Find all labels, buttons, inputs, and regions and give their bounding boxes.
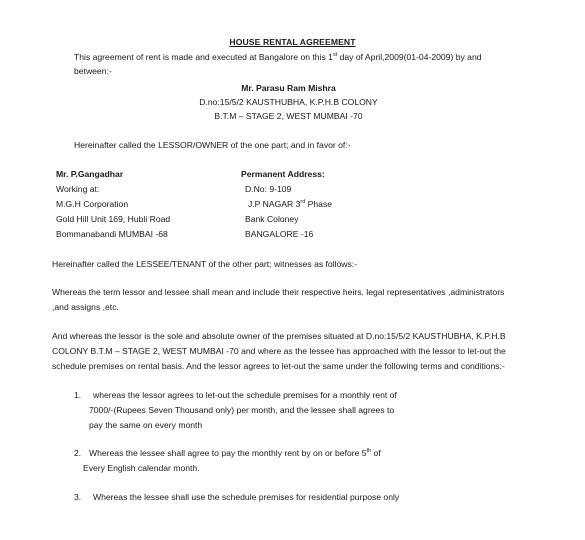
lessee-work-4: Bommanabandi MUMBAI -68 (56, 229, 168, 239)
item-3-number: 3. (74, 492, 82, 502)
permanent-address-4: BANGALORE -16 (245, 229, 314, 239)
permanent-address-2-text-end: Phase (305, 199, 333, 209)
item-2-line-2: Every English calendar month. (83, 463, 200, 473)
lessor-caption: Hereinafter called the LESSOR/OWNER of the one part; and in favor of:- (74, 140, 351, 150)
document-title: HOUSE RENTAL AGREEMENT (229, 37, 356, 47)
intro-text-end: day of April,2009(01-04-2009) by and (337, 52, 482, 62)
item-1-line-1: whereas the lessor agrees to let-out the schedule premises for a monthly rent of (93, 390, 397, 400)
intro-line-1 (74, 52, 482, 63)
lessee-work-1: Working at: (56, 184, 100, 194)
lessor-address-2: B.T.M – STAGE 2, WEST MUMBAI -70 (214, 111, 363, 121)
permanent-address-heading: Permanent Address: (241, 169, 325, 179)
item-2-line-1 (89, 448, 381, 459)
lessee-caption: Hereinafter called the LESSEE/TENANT of the other part; witnesses as follows:- (52, 259, 358, 269)
permanent-address-1: D.No: 9-109 (245, 184, 292, 194)
permanent-address-2 (248, 199, 332, 210)
para2-line-1: And whereas the lessor is the sole and absolute owner of the premises situated at D.no:15/5/2 KAUSTHUBHA, K.P.H.B (52, 331, 506, 341)
para2-line-2: COLONY B.T.M – STAGE 2, WEST MUMBAI -70 and where as the lessee has approached with the lessor to let-out the (52, 346, 506, 356)
item-1-line-3: pay the same on every month (89, 420, 203, 430)
para1-line-2: ,and assigns ,etc. (52, 302, 119, 312)
item-3-line-1: Whereas the lessee shall use the schedule premises for residential purpose only (93, 492, 400, 502)
permanent-address-3: Bank Coloney (245, 214, 299, 224)
intro-line-2: between:- (74, 66, 112, 76)
intro-text: This agreement of rent is made and executed at Bangalore on this 1 (74, 52, 333, 62)
lessor-name: Mr. Parasu Ram Mishra (241, 83, 336, 93)
item-2-text-end: of (371, 448, 381, 458)
lessor-address-1: D.no:15/5/2 KAUSTHUBHA, K.P.H.B COLONY (199, 97, 378, 107)
lessee-name: Mr. P.Gangadhar (56, 169, 124, 179)
intro-superscript: st (332, 52, 338, 59)
permanent-address-2-text: J.P NAGAR 3 (248, 199, 301, 209)
item-2-superscript: th (366, 448, 372, 455)
permanent-address-2-superscript: rd (300, 199, 306, 206)
para1-line-1: Whereas the term lessor and lessee shall mean and include their respective heirs. legal representatives ,administrators (52, 287, 505, 297)
lessee-work-3: Gold Hill Unit 169, Hubli Road (56, 214, 171, 224)
item-1-line-2: 7000/-(Rupees Seven Thousand only) per month, and the lessee shall agrees to (89, 405, 395, 415)
item-2-text: Whereas the lessee shall agree to pay the monthly rent by on or before 5 (89, 448, 367, 458)
para2-line-3: schedule premises on rental basis. And the lessor agrees to let-out the same under the following terms and conditions:- (52, 361, 505, 371)
item-2-number: 2. (74, 448, 82, 458)
item-1-number: 1. (74, 390, 82, 400)
lessee-work-2: M.G.H Corporation (56, 199, 129, 209)
